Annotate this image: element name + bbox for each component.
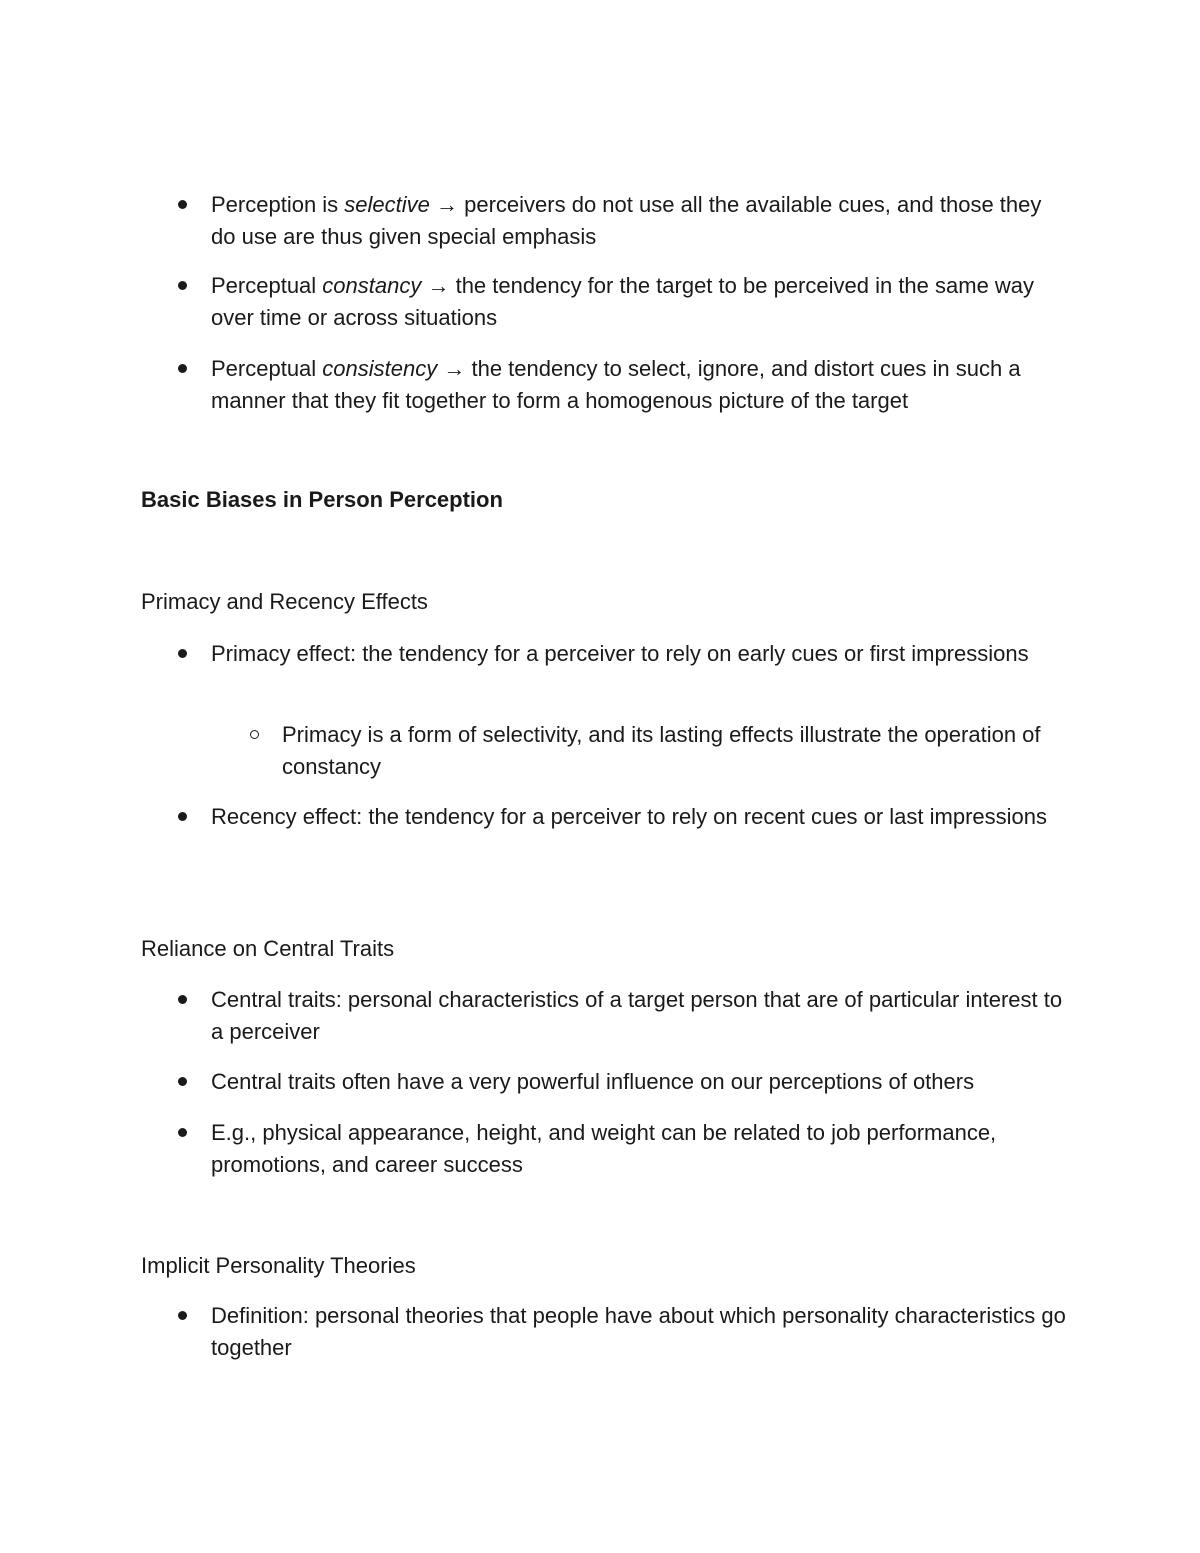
sub-list-item <box>282 719 1071 782</box>
list-item <box>211 1117 1071 1180</box>
bullet-term: constancy <box>322 273 422 298</box>
bullet-prefix: Perceptual <box>211 273 323 298</box>
list-item <box>211 189 1071 252</box>
sub-bullet-text: Primacy is a form of selectivity, and its lasting effects illustrate the operation of constancy <box>282 722 1041 779</box>
bullet-prefix: Perception is <box>211 192 345 217</box>
bullet-prefix: Perceptual <box>211 356 323 381</box>
list-item <box>211 1066 1071 1098</box>
bullet-dot <box>178 1128 187 1137</box>
bullet-text: Definition: personal theories that people have about which personality characteristics go together <box>211 1303 1066 1360</box>
bullet-text: → the tendency for the target to be perceived in the same way over time or across situations <box>211 273 1035 330</box>
bullet-dot <box>178 281 187 290</box>
bullet-term: consistency <box>322 356 438 381</box>
subsection-title-central: Reliance on Central Traits <box>141 936 395 961</box>
bullet-text: Central traits often have a very powerful influence on our perceptions of others <box>211 1069 975 1094</box>
list-item <box>211 353 1071 416</box>
bullet-dot <box>178 649 187 658</box>
list-item <box>211 270 1071 333</box>
bullet-term: selective <box>344 192 430 217</box>
list-item <box>211 1300 1071 1363</box>
list-item <box>211 984 1071 1047</box>
bullet-text: Recency effect: the tendency for a perceiver to rely on recent cues or last impressions <box>211 804 1047 829</box>
section-heading: Basic Biases in Person Perception <box>141 487 503 512</box>
bullet-text: Central traits: personal characteristics of a target person that are of particular interest to a perceiver <box>211 987 1063 1044</box>
list-item <box>211 638 1071 670</box>
list-item <box>211 801 1071 833</box>
subsection-title-primacy: Primacy and Recency Effects <box>141 589 428 614</box>
hollow-bullet <box>250 730 259 739</box>
bullet-text: → perceivers do not use all the available cues, and those they do use are thus given special emphasis <box>211 192 1042 249</box>
bullet-text: → the tendency to select, ignore, and distort cues in such a manner that they fit together to form a homogenous picture of the target <box>211 356 1021 413</box>
bullet-dot <box>178 1077 187 1086</box>
subsection-title-implicit: Implicit Personality Theories <box>141 1253 416 1278</box>
bullet-dot <box>178 200 187 209</box>
bullet-text: Primacy effect: the tendency for a perceiver to rely on early cues or first impressions <box>211 641 1029 666</box>
bullet-dot <box>178 1311 187 1320</box>
bullet-dot <box>178 995 187 1004</box>
bullet-dot <box>178 364 187 373</box>
bullet-text: E.g., physical appearance, height, and weight can be related to job performance, promotions, and career success <box>211 1120 997 1177</box>
bullet-dot <box>178 812 187 821</box>
